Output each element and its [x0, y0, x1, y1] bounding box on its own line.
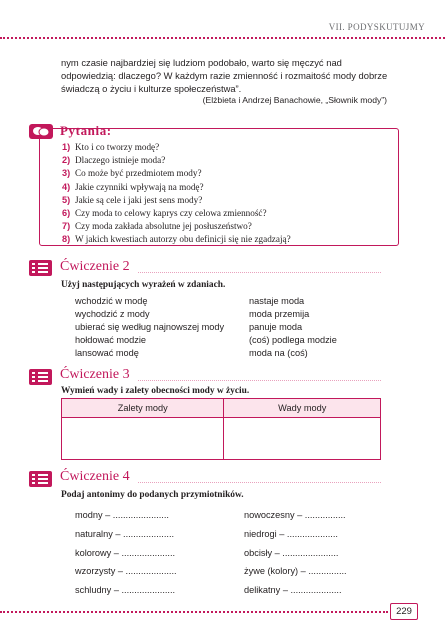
phrase-left: ubierać się według najnowszej mody — [75, 322, 225, 332]
table-header-pros: Zalety mody — [62, 399, 224, 418]
question-item — [62, 194, 291, 207]
question-text: Kto i co tworzy modę? — [75, 142, 160, 152]
question-item — [62, 154, 291, 167]
phrase-left: wchodzić w modę — [75, 296, 148, 306]
phrase-right: moda na (coś) — [249, 348, 308, 358]
question-number: 2) — [62, 155, 71, 166]
phrase-left: wychodzić z mody — [75, 309, 150, 319]
table-cell-pros[interactable] — [62, 418, 224, 460]
page-number: 229 — [390, 603, 418, 620]
antonym-left: naturalny – .................... — [75, 529, 175, 539]
questions-list — [62, 141, 291, 247]
citation: (Elżbieta i Andrzej Banachowie, „Słownik mody”) — [202, 95, 387, 105]
antonym-left: wzorzysty – .................... — [75, 566, 177, 576]
exercise-3-rule — [138, 380, 381, 381]
checklist-icon — [29, 260, 52, 276]
question-text: Czy moda to celowy kaprys czy celowa zmienność? — [75, 208, 267, 219]
question-number: 8) — [62, 234, 71, 245]
phrase-right: (coś) podlega modzie — [249, 335, 337, 345]
antonym-right: żywe (kolory) – ............... — [244, 566, 347, 576]
antonym-left: modny – ...................... — [75, 510, 169, 520]
question-text: Czy moda zakłada absolutne jej posłuszeństwo? — [75, 221, 252, 232]
question-item — [62, 167, 291, 180]
table-header-cons: Wady mody — [224, 399, 381, 418]
antonym-right: niedrogi – .................... — [244, 529, 338, 539]
question-text: Dlaczego istnieje moda? — [75, 155, 166, 166]
antonym-right: obcisły – ...................... — [244, 548, 339, 558]
exercise-2-title: Ćwiczenie 2 — [60, 259, 130, 274]
question-item — [62, 233, 291, 246]
exercise-2-rule — [138, 272, 381, 273]
header-dotted-rule — [0, 37, 445, 39]
footer-dotted-rule — [0, 611, 388, 613]
phrase-right: nastaje moda — [249, 296, 305, 306]
phrase-left: hołdować modzie — [75, 335, 146, 345]
exercise-2-command: Użyj następujących wyrażeń w zdaniach. — [61, 280, 226, 290]
checklist-icon — [29, 369, 52, 385]
antonym-left: kolorowy – ..................... — [75, 548, 176, 558]
question-number: 6) — [62, 208, 71, 219]
question-number: 4) — [62, 181, 71, 192]
antonym-left: schludny – ..................... — [75, 585, 176, 595]
question-text: Co może być przedmiotem mody? — [75, 168, 202, 179]
exercise-3-command: Wymień wady i zalety obecności mody w życiu. — [61, 386, 250, 396]
exercise-4-title: Ćwiczenie 4 — [60, 469, 130, 484]
chapter-header: VII. PODYSKUTUJMY — [328, 22, 425, 32]
speech-bubbles-icon — [29, 124, 53, 139]
phrase-left: lansować modę — [75, 348, 139, 358]
exercise-4-command: Podaj antonimy do podanych przymiotników. — [61, 490, 244, 500]
question-item — [62, 220, 291, 233]
antonym-right: delikatny – .................... — [244, 585, 342, 595]
pros-cons-table — [61, 398, 381, 460]
phrase-right: moda przemija — [249, 309, 310, 319]
exercise-4-rule — [138, 482, 381, 483]
intro-paragraph: nym czasie najbardziej się ludziom podobało, warto się męczyć nad odpowiedzią: dlaczego? W każdym razie zmienność i rozmaitość mody dobrze świadczą o życiu i kulturze społeczeństwa”. — [61, 57, 388, 94]
question-item — [62, 181, 291, 194]
table-cell-cons[interactable] — [224, 418, 381, 460]
question-number: 1) — [62, 142, 71, 152]
antonym-right: nowoczesny – ................ — [244, 510, 346, 520]
checklist-icon — [29, 471, 52, 487]
question-item — [62, 207, 291, 220]
question-number: 3) — [62, 168, 71, 179]
question-number: 5) — [62, 194, 71, 205]
question-text: W jakich kwestiach autorzy obu definicji się nie zgadzają? — [75, 234, 291, 245]
exercise-3-title: Ćwiczenie 3 — [60, 367, 130, 382]
question-item — [62, 141, 291, 154]
question-text: Jakie czynniki wpływają na modę? — [75, 181, 204, 192]
question-text: Jakie są cele i jaki jest sens mody? — [75, 194, 203, 205]
questions-title: Pytania: — [60, 123, 112, 138]
phrase-right: panuje moda — [249, 322, 303, 332]
question-number: 7) — [62, 221, 71, 232]
